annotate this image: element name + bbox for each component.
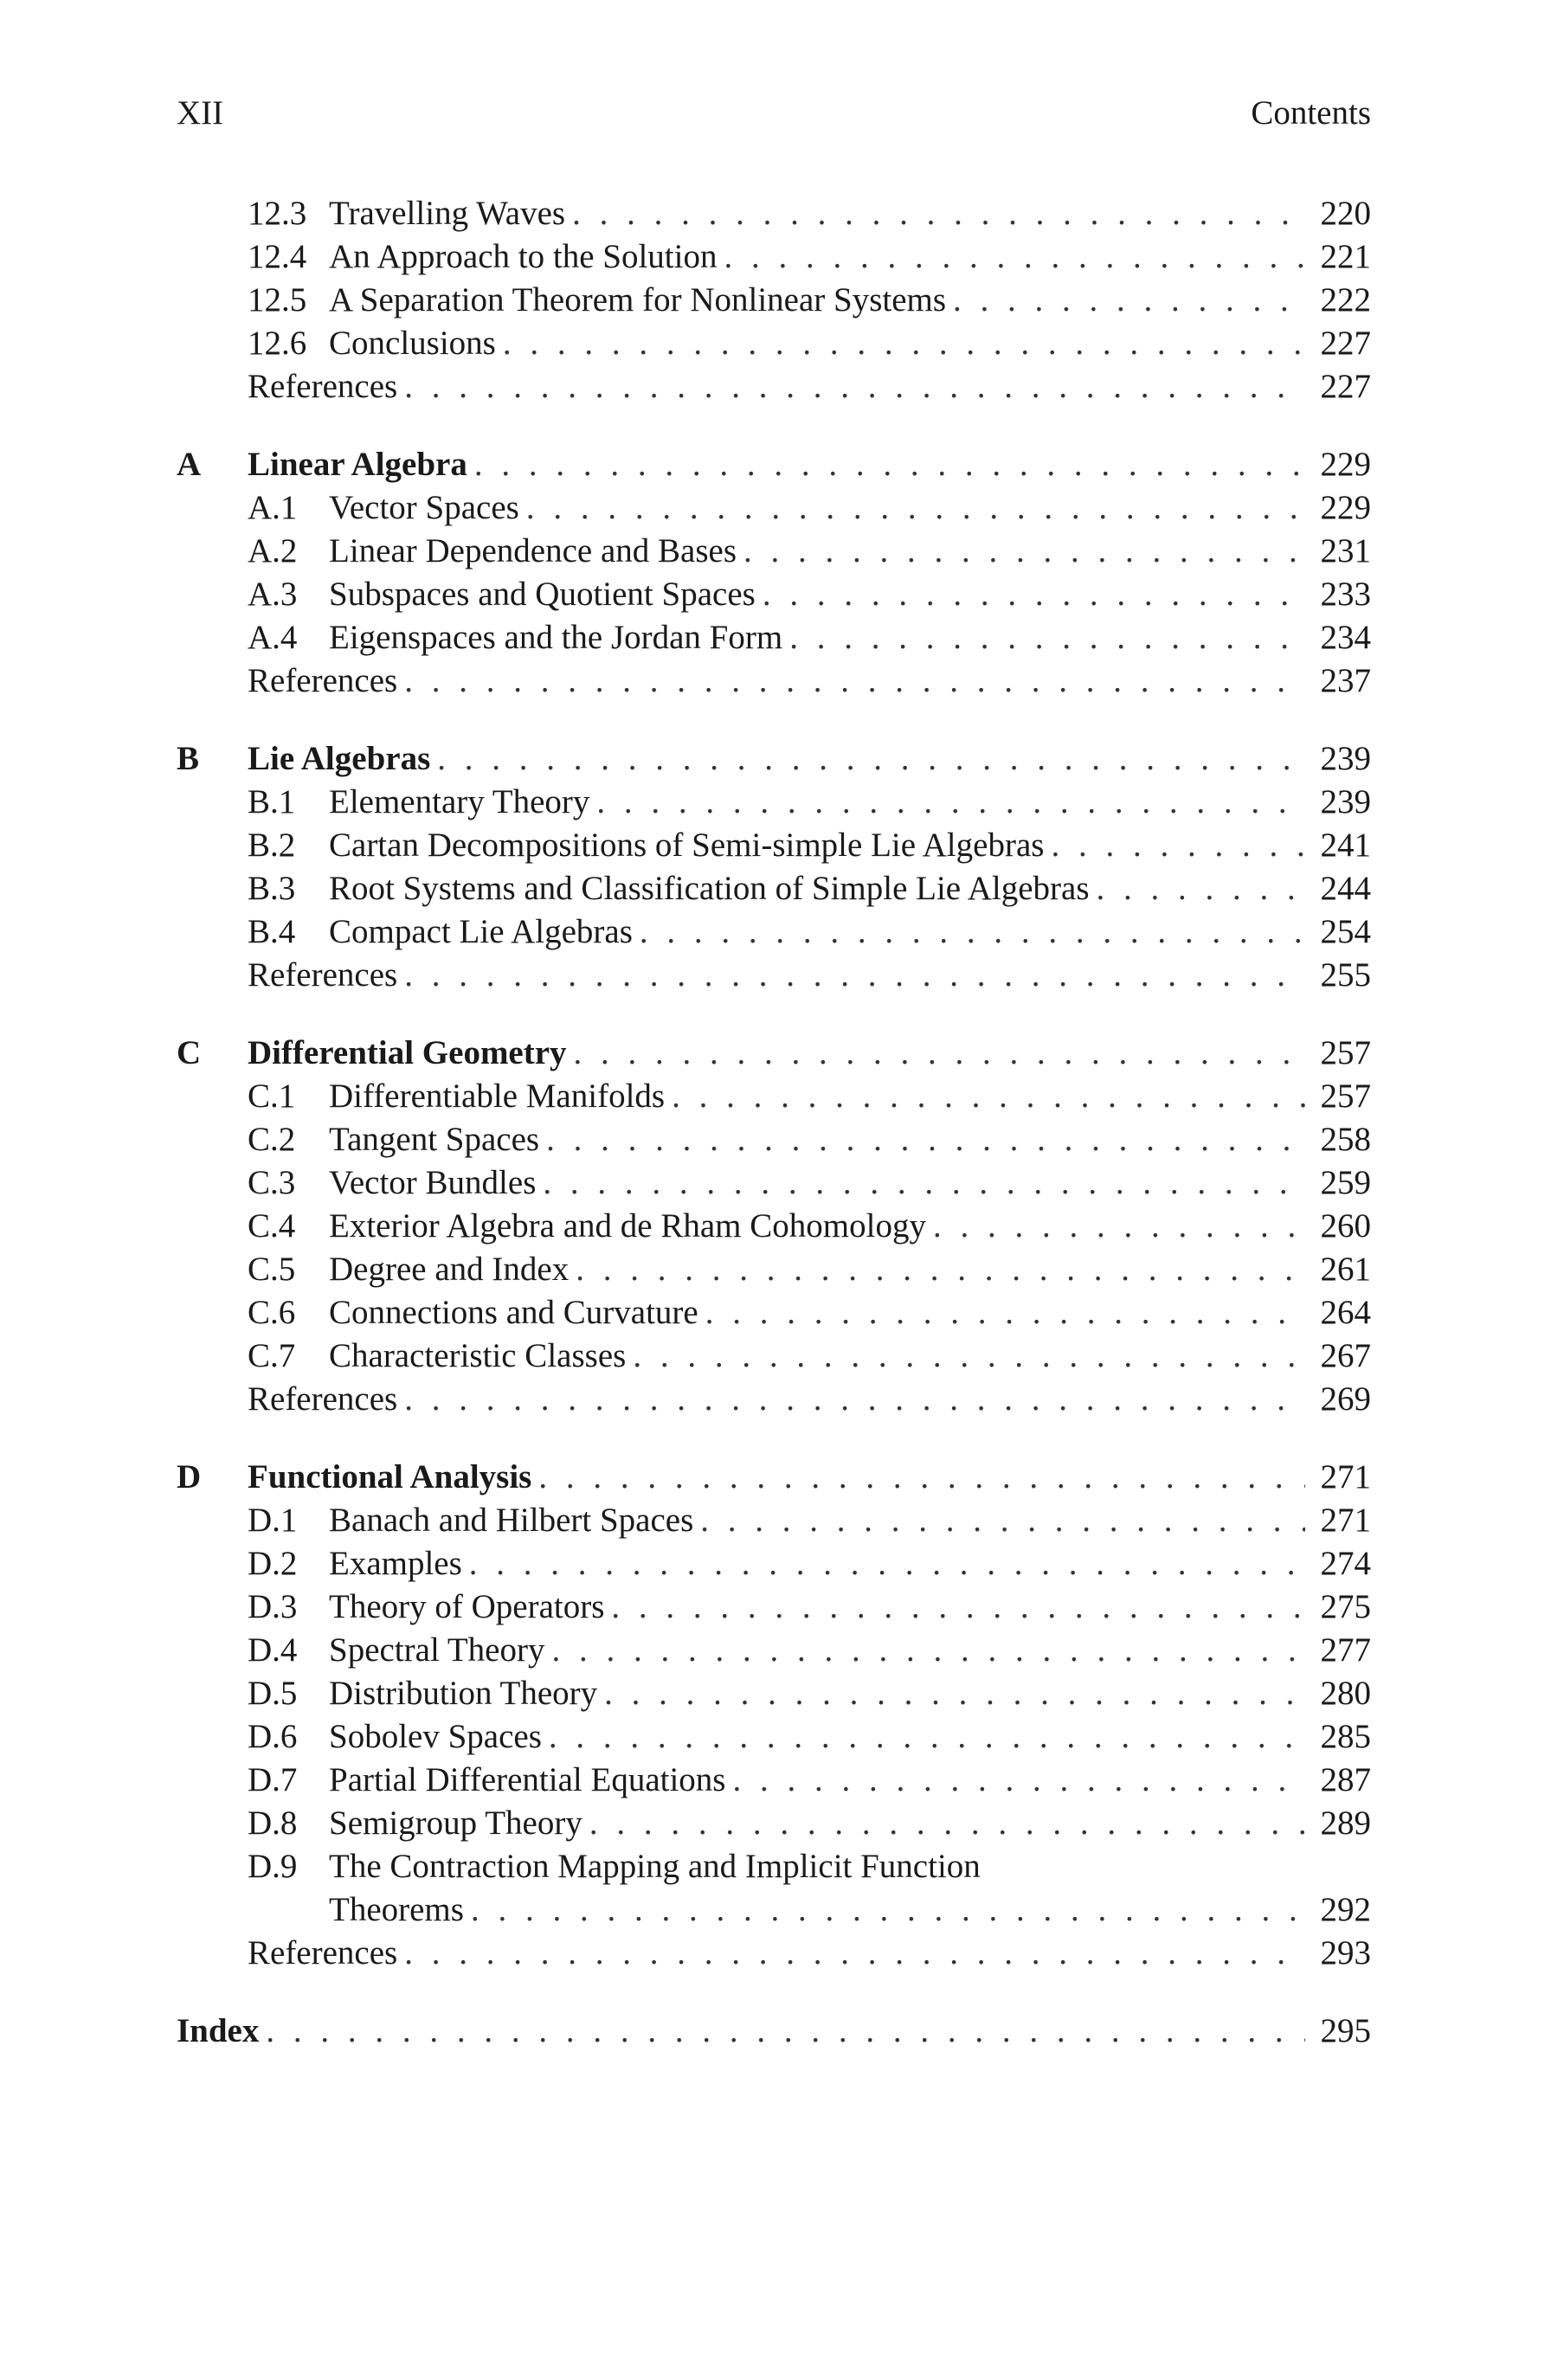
page-ref: 237 — [1320, 662, 1371, 699]
page-ref: 255 — [1320, 956, 1371, 994]
toc-section — [177, 781, 1371, 824]
toc-appendix-d — [177, 1456, 1371, 1499]
page-ref: 269 — [1320, 1380, 1371, 1418]
references-title: References — [248, 1934, 398, 1972]
section-title-continued: Theorems — [329, 1891, 464, 1928]
page-ref: 239 — [1320, 783, 1371, 820]
toc-section — [177, 279, 1371, 322]
page-ref: 257 — [1320, 1034, 1371, 1071]
leader-dots — [672, 1075, 1305, 1118]
toc-references — [177, 1378, 1371, 1421]
page-ref: 244 — [1320, 870, 1371, 907]
toc-section — [177, 486, 1371, 530]
section-number: C.4 — [248, 1207, 296, 1245]
page-ref: 261 — [1320, 1251, 1371, 1288]
section-number: C.1 — [248, 1077, 296, 1115]
section-title: Vector Spaces — [329, 489, 519, 526]
section-title: Sobolev Spaces — [329, 1718, 542, 1755]
section-title: Elementary Theory — [329, 783, 590, 820]
leader-dots — [763, 573, 1305, 616]
page-ref: 234 — [1320, 619, 1371, 656]
section-number: D.7 — [248, 1761, 298, 1798]
section-title: Exterior Algebra and de Rham Cohomology — [329, 1207, 926, 1245]
toc-section — [177, 1542, 1371, 1586]
page-ref: 229 — [1320, 489, 1371, 526]
section-title: Compact Lie Algebras — [329, 913, 633, 950]
section-title: Conclusions — [329, 325, 496, 362]
page-header — [177, 93, 1371, 140]
page-ref: 229 — [1320, 446, 1371, 483]
toc-section — [177, 1075, 1371, 1118]
appendix-letter: C — [177, 1034, 202, 1071]
references-title: References — [248, 1380, 398, 1418]
leader-dots — [1097, 867, 1306, 910]
leader-dots — [543, 1161, 1305, 1205]
page-ref: 293 — [1320, 1934, 1371, 1972]
page-ref: 222 — [1320, 281, 1371, 318]
section-title: Distribution Theory — [329, 1675, 598, 1712]
toc-section — [177, 1335, 1371, 1378]
leader-dots — [549, 1715, 1305, 1759]
references-title: References — [248, 368, 398, 405]
section-number: D.1 — [248, 1502, 298, 1539]
page-ref: 233 — [1320, 576, 1371, 613]
section-number: D.9 — [248, 1848, 298, 1885]
page-ref: 241 — [1320, 827, 1371, 864]
section-title: Differentiable Manifolds — [329, 1077, 666, 1115]
page-ref: 221 — [1320, 238, 1371, 275]
toc-section — [177, 1499, 1371, 1542]
page-ref: 260 — [1320, 1207, 1371, 1245]
section-title: Connections and Curvature — [329, 1294, 698, 1331]
section-title: Degree and Index — [329, 1251, 570, 1288]
toc-appendix-b — [177, 737, 1371, 781]
references-title: References — [248, 662, 398, 699]
section-number: D.4 — [248, 1631, 298, 1669]
leader-dots — [404, 954, 1305, 997]
toc-section — [177, 192, 1371, 235]
toc-references — [177, 1932, 1371, 1975]
section-number: C.2 — [248, 1121, 296, 1158]
table-of-contents — [177, 192, 1371, 2053]
page-ref: 254 — [1320, 913, 1371, 950]
leader-dots — [596, 781, 1305, 824]
page-ref: 259 — [1320, 1164, 1371, 1201]
page-ref: 267 — [1320, 1337, 1371, 1374]
leader-dots — [404, 1932, 1305, 1975]
toc-section-continuation — [177, 1888, 1371, 1932]
section-title: An Approach to the Solution — [329, 238, 718, 275]
appendix-title: Lie Algebras — [248, 740, 431, 777]
section-number: 12.4 — [248, 238, 307, 275]
section-title: Vector Bundles — [329, 1164, 537, 1201]
leader-dots — [611, 1586, 1305, 1629]
page-ref: 227 — [1320, 368, 1371, 405]
section-title: Banach and Hilbert Spaces — [329, 1502, 694, 1539]
leader-dots — [572, 192, 1305, 235]
toc-section — [177, 1248, 1371, 1291]
section-number: D.2 — [248, 1545, 298, 1582]
section-number: D.3 — [248, 1588, 298, 1625]
toc-section — [177, 1802, 1371, 1845]
page-ref: 220 — [1320, 195, 1371, 232]
section-title: Spectral Theory — [329, 1631, 545, 1669]
page-ref: 277 — [1320, 1631, 1371, 1669]
toc-section — [177, 824, 1371, 867]
section-number: A.4 — [248, 619, 298, 656]
leader-dots — [574, 1032, 1305, 1075]
leader-dots — [700, 1499, 1305, 1542]
leader-dots — [437, 737, 1305, 781]
page-ref: 239 — [1320, 740, 1371, 777]
appendix-letter: A — [177, 446, 202, 483]
leader-dots — [546, 1118, 1305, 1161]
section-title: Examples — [329, 1545, 462, 1582]
leader-dots — [526, 486, 1305, 530]
leader-dots — [953, 279, 1305, 322]
section-title: Partial Differential Equations — [329, 1761, 726, 1798]
toc-references — [177, 954, 1371, 997]
section-number: B.2 — [248, 827, 296, 864]
toc-section — [177, 235, 1371, 279]
section-title: Cartan Decompositions of Semi-simple Lie Algebras — [329, 827, 1045, 864]
appendix-letter: D — [177, 1458, 202, 1496]
toc-appendix-c — [177, 1032, 1371, 1075]
toc-references — [177, 659, 1371, 703]
page-ref: 257 — [1320, 1077, 1371, 1115]
section-number: 12.5 — [248, 281, 307, 318]
section-number: B.1 — [248, 783, 296, 820]
toc-appendix-a — [177, 443, 1371, 486]
toc-section — [177, 530, 1371, 573]
leader-dots — [1051, 824, 1305, 867]
page-ref: 227 — [1320, 325, 1371, 362]
toc-section — [177, 910, 1371, 954]
appendix-letter: B — [177, 740, 200, 777]
toc-section — [177, 1118, 1371, 1161]
leader-dots — [404, 365, 1305, 408]
leader-dots — [469, 1542, 1305, 1586]
section-title: Characteristic Classes — [329, 1337, 627, 1374]
appendix-title: Linear Algebra — [248, 446, 467, 483]
section-title: The Contraction Mapping and Implicit Function — [329, 1848, 981, 1885]
page-ref: 274 — [1320, 1545, 1371, 1582]
toc-section — [177, 1629, 1371, 1672]
leader-dots — [551, 1629, 1305, 1672]
page-ref: 275 — [1320, 1588, 1371, 1625]
toc-section — [177, 1291, 1371, 1335]
section-number: D.6 — [248, 1718, 298, 1755]
toc-section — [177, 1586, 1371, 1629]
leader-dots — [789, 616, 1305, 659]
leader-dots — [604, 1672, 1305, 1715]
section-number: B.3 — [248, 870, 296, 907]
leader-dots — [589, 1802, 1305, 1845]
toc-section — [177, 573, 1371, 616]
toc-section — [177, 1845, 1371, 1888]
section-number: C.7 — [248, 1337, 296, 1374]
leader-dots — [503, 322, 1305, 365]
toc-section — [177, 1672, 1371, 1715]
leader-dots — [705, 1291, 1305, 1335]
leader-dots — [404, 1378, 1305, 1421]
page-ref: 258 — [1320, 1121, 1371, 1158]
page-ref: 271 — [1320, 1502, 1371, 1539]
section-title: Root Systems and Classification of Simple Lie Algebras — [329, 870, 1090, 907]
toc-index — [177, 2010, 1371, 2053]
page-ref: 292 — [1320, 1891, 1371, 1928]
leader-dots — [474, 443, 1305, 486]
section-title: Travelling Waves — [329, 195, 566, 232]
section-number: A.1 — [248, 489, 298, 526]
page-ref: 295 — [1320, 2012, 1371, 2049]
leader-dots — [933, 1205, 1305, 1248]
section-number: C.6 — [248, 1294, 296, 1331]
index-title: Index — [177, 2012, 260, 2049]
references-title: References — [248, 956, 398, 994]
toc-section — [177, 867, 1371, 910]
leader-dots — [743, 530, 1305, 573]
page-ref: 264 — [1320, 1294, 1371, 1331]
section-number: A.3 — [248, 576, 298, 613]
toc-section — [177, 1161, 1371, 1205]
section-title: Semigroup Theory — [329, 1804, 582, 1842]
leader-dots — [724, 235, 1305, 279]
leader-dots — [732, 1759, 1305, 1802]
section-number: B.4 — [248, 913, 296, 950]
leader-dots — [576, 1248, 1305, 1291]
appendix-title: Functional Analysis — [248, 1458, 532, 1496]
leader-dots — [538, 1456, 1305, 1499]
section-number: 12.3 — [248, 195, 307, 232]
section-number: 12.6 — [248, 325, 307, 362]
toc-section — [177, 1759, 1371, 1802]
toc-section — [177, 616, 1371, 659]
section-number: A.2 — [248, 532, 298, 569]
section-title: Eigenspaces and the Jordan Form — [329, 619, 783, 656]
leader-dots — [640, 910, 1305, 954]
section-number: C.5 — [248, 1251, 296, 1288]
leader-dots — [471, 1888, 1305, 1932]
section-title: Subspaces and Quotient Spaces — [329, 576, 756, 613]
page-ref: 289 — [1320, 1804, 1371, 1842]
section-title: Theory of Operators — [329, 1588, 605, 1625]
page-number: XII — [177, 94, 224, 132]
page-ref: 231 — [1320, 532, 1371, 569]
section-number: D.8 — [248, 1804, 298, 1842]
section-title: Tangent Spaces — [329, 1121, 540, 1158]
section-title: A Separation Theorem for Nonlinear Systems — [329, 281, 947, 318]
page-ref: 285 — [1320, 1718, 1371, 1755]
leader-dots — [404, 659, 1305, 703]
toc-section — [177, 1715, 1371, 1759]
leader-dots — [633, 1335, 1305, 1378]
toc-references — [177, 365, 1371, 408]
running-title: Contents — [1251, 94, 1371, 132]
page-ref: 287 — [1320, 1761, 1371, 1798]
page-ref: 271 — [1320, 1458, 1371, 1496]
leader-dots — [266, 2010, 1305, 2053]
section-title: Linear Dependence and Bases — [329, 532, 737, 569]
section-number: D.5 — [248, 1675, 298, 1712]
toc-section — [177, 1205, 1371, 1248]
appendix-title: Differential Geometry — [248, 1034, 567, 1071]
page-ref: 280 — [1320, 1675, 1371, 1712]
section-number: C.3 — [248, 1164, 296, 1201]
toc-section — [177, 322, 1371, 365]
